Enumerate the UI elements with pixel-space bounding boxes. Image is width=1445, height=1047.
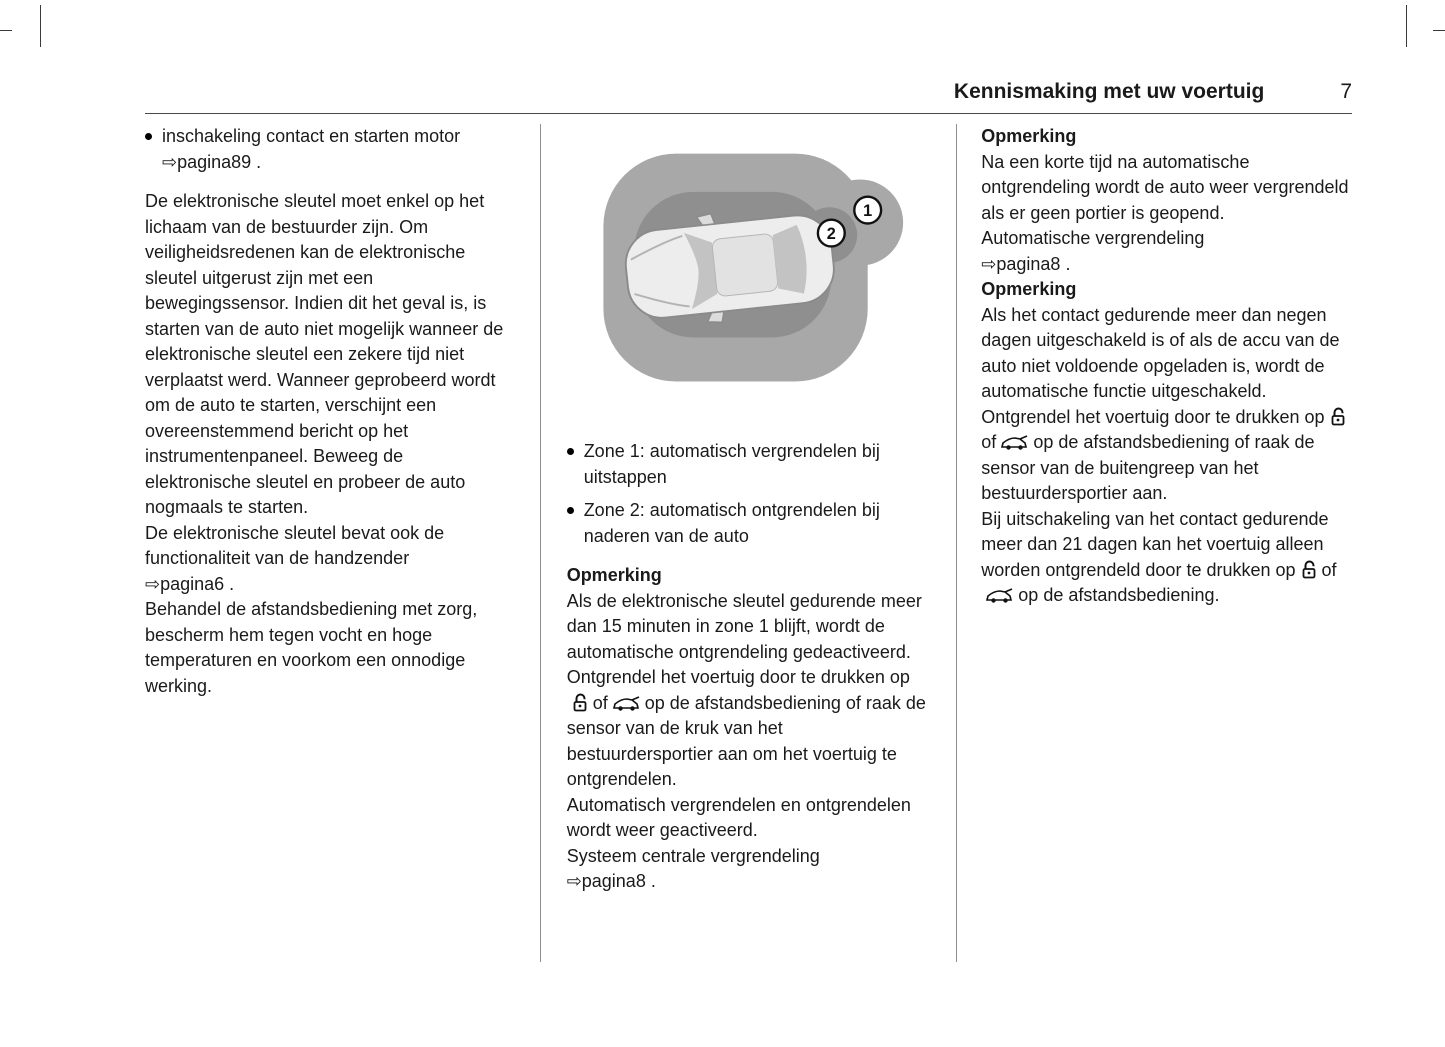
body-paragraph (981, 507, 1352, 609)
crop-mark (1433, 30, 1445, 31)
zone-marker-2 (818, 220, 845, 247)
list-item-text: Zone 1: automatisch vergrendelen bij uitstappen (583, 441, 880, 487)
unlock-icon (1330, 406, 1346, 426)
bullet-icon (145, 133, 152, 140)
text-segment: op de afstandsbediening of raak de sensor van de kruk van het bestuurdersportier aan om het voertuig te ontgrendelen. (566, 692, 926, 789)
page-number: 7 (1340, 80, 1352, 103)
body-paragraph: De elektronische sleutel bevat ook de functionaliteit van de handzender (145, 522, 445, 568)
crop-mark (40, 5, 41, 47)
text-segment: op de afstandsbediening. (1018, 585, 1220, 605)
car-unlock-icon (986, 587, 1013, 604)
text-segment: Bij uitschakeling van het contact gedurende meer dan 21 dagen kan het voertuig alleen worden ontgrendeld door te drukken op (981, 508, 1329, 580)
car-unlock-icon (613, 695, 640, 712)
text-segment: of (1321, 559, 1337, 580)
list-item (567, 439, 931, 490)
list-item-text: Zone 2: automatisch ontgrendelen bij naderen van de auto (583, 500, 880, 546)
unlock-icon (572, 692, 588, 712)
column-left (145, 124, 540, 962)
text-segment: of (981, 432, 997, 452)
crop-mark (0, 30, 12, 31)
list-item (145, 124, 508, 150)
crop-mark (1406, 5, 1407, 47)
text-segment: Ontgrendel het voertuig door te drukken op (566, 667, 910, 687)
column-middle (540, 124, 958, 962)
marker-2-label: 2 (827, 224, 837, 243)
list-item (567, 498, 931, 549)
bullet-icon (567, 507, 574, 514)
content-columns (145, 124, 1352, 962)
bullet-icon (567, 448, 574, 455)
car-unlock-icon (1001, 434, 1028, 451)
page-reference: ⇨pagina89 . (162, 151, 262, 172)
page-reference: ⇨pagina8 . (566, 871, 656, 891)
note-text: Na een korte tijd na automatische ontgrendeling wordt de auto weer vergrendeld als er geen portier is geopend. (981, 151, 1349, 223)
text-segment: Als het contact gedurende meer dan negen dagen uitgeschakeld is of als de accu van de auto niet voldoende opgeladen is, wordt de automatische functie uitgeschakeld. Ontgrendel het voertuig door te drukken op (981, 304, 1340, 427)
note-text (981, 303, 1352, 507)
note-heading: Opmerking (566, 565, 662, 585)
page-header (145, 80, 1352, 114)
column-right (957, 124, 1352, 962)
body-paragraph: Behandel de afstandsbediening met zorg, bescherm hem tegen vocht en hoge temperaturen en voorkom een onnodige werking. (145, 599, 478, 696)
marker-1-label: 1 (863, 201, 873, 220)
body-paragraph: Systeem centrale vergrendeling (566, 845, 820, 866)
note-text: Als de elektronische sleutel gedurende meer dan 15 minuten in zone 1 blijft, wordt de automatische ontgrendeling gedeactiveerd. (566, 590, 922, 662)
page-reference: ⇨pagina6 . (145, 573, 235, 594)
text-segment: of (592, 692, 608, 713)
note-heading: Opmerking (981, 126, 1077, 146)
unlock-icon (1301, 559, 1317, 579)
body-paragraph: De elektronische sleutel moet enkel op het lichaam van de bestuurder zijn. Om veiligheidsredenen kan de elektronische sleutel uitgerust zijn met een bewegingssensor. Indien dit het geval is, is starten van de auto niet mogelijk wanneer de elektronische sleutel een zekere tijd niet verplaatst werd. Wanneer geprobeerd wordt om de auto te starten, verschijnt een overeenstemmend bericht op het instrumentenpaneel. Beweeg de elektronische sleutel en probeer de auto nogmaals te starten. (145, 191, 504, 517)
body-paragraph: Automatische vergrendeling (981, 228, 1205, 248)
chapter-title: Kennismaking met uw voertuig (953, 80, 1265, 103)
unlock-instructions (567, 665, 931, 793)
body-paragraph: Automatisch vergrendelen en ontgrendelen wordt weer geactiveerd. (566, 794, 911, 840)
text-segment: op de afstandsbediening of raak de sensor van de buitengreep van het bestuurdersportier aan. (981, 432, 1315, 503)
key-zones-figure (590, 140, 906, 397)
list-item-text: inschakeling contact en starten motor (162, 126, 461, 146)
page-reference: ⇨pagina8 . (981, 253, 1071, 274)
note-heading: Opmerking (981, 279, 1077, 299)
zone-marker-1 (855, 197, 882, 224)
